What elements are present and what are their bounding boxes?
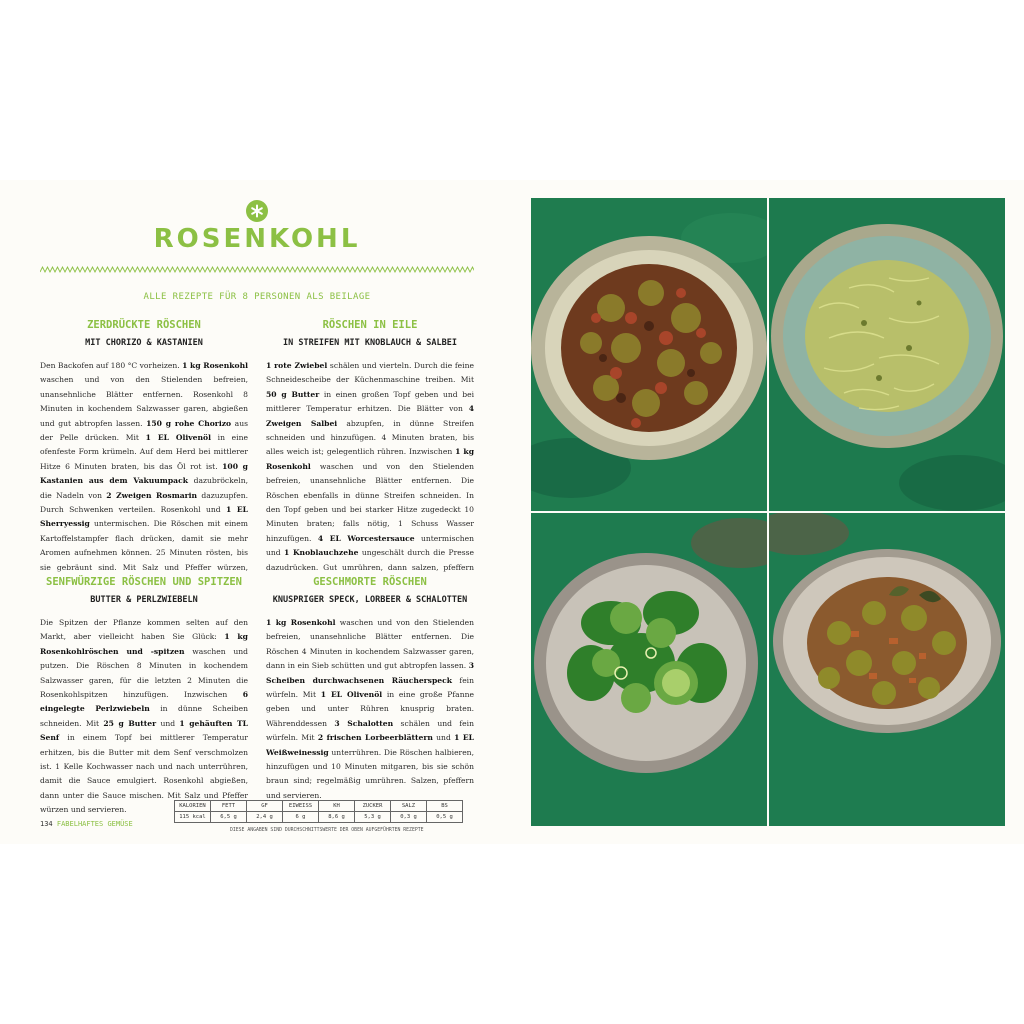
recipe-title: SENFWÜRZIGE RÖSCHEN UND SPITZEN bbox=[46, 576, 242, 588]
ingredient: 150 g rohe Chorizo bbox=[146, 418, 232, 428]
nutrition-header: BS bbox=[427, 801, 463, 812]
recipe-body bbox=[266, 616, 474, 819]
recipe-text: Den Backofen auf 180 °C vorheizen. bbox=[40, 361, 183, 370]
chapter-name: FABELHAFTES GEMÜSE bbox=[56, 820, 133, 828]
ingredient: 1 kg Rosenkohl bbox=[266, 618, 336, 627]
recipe-subtitle: KNUSPRIGER SPECK, LORBEER & SCHALOTTEN bbox=[272, 595, 468, 605]
ingredient: 3 Scheiben durchwachsenen Räucherspeck bbox=[266, 661, 474, 685]
recipe-subtitle: MIT CHORIZO & KASTANIEN bbox=[85, 338, 203, 348]
nutrition-value: 6 g bbox=[283, 812, 319, 823]
ingredient: 25 g Butter bbox=[103, 718, 157, 728]
ingredient: 4 Zweigen Salbei bbox=[266, 404, 474, 428]
recipe-text: schälen und vierteln. Durch die feine Schneidescheibe der Küchenmaschine treiben. Mit bbox=[266, 361, 474, 385]
recipe-subtitle: IN STREIFEN MIT KNOBLAUCH & SALBEI bbox=[283, 338, 457, 348]
recipe-title: ZERDRÜCKTE RÖSCHEN bbox=[87, 319, 201, 331]
ingredient: 1 EL Sherryessig bbox=[40, 505, 248, 529]
nutrition-note: DIESE ANGABEN SIND DURCHSCHNITTSWERTE DER OBEN AUFGEFÜHRTEN REZEPTE bbox=[230, 828, 424, 833]
ingredient: 1 gehäuften TL Senf bbox=[40, 718, 248, 743]
page-number: 134 bbox=[40, 820, 53, 828]
recipe-text: dazuzupfen. Durch Schwenken verteilen. Rosenkohl und bbox=[40, 490, 248, 515]
nutrition-header: KH bbox=[319, 801, 355, 812]
photo-geschmorte-roeschen bbox=[769, 513, 1005, 826]
page-footer bbox=[40, 820, 133, 828]
ingredient: 50 g Butter bbox=[266, 389, 320, 399]
recipe-text: ungeschält durch die Presse dazudrücken. Gut umrühren, dann salzen, pfeffern bbox=[266, 548, 474, 572]
nutrition-value: 0,5 g bbox=[427, 812, 463, 823]
nutrition-table bbox=[174, 800, 463, 823]
nutrition-header: EIWEISS bbox=[283, 801, 319, 812]
ingredient: 1 EL Olivenöl bbox=[320, 690, 383, 700]
ingredient: 6 eingelegte Perlzwiebeln bbox=[40, 690, 248, 714]
nutrition-value: 0,3 g bbox=[391, 812, 427, 823]
ingredient: 1 kg Rosenkohl bbox=[182, 361, 248, 370]
recipe-body bbox=[266, 359, 474, 577]
book-spread bbox=[0, 180, 1024, 844]
recipe-body bbox=[40, 616, 248, 819]
recipe-1 bbox=[40, 319, 248, 577]
recipe-body bbox=[40, 359, 248, 577]
recipe-text: abzupfen, in dünne Streifen schneiden und hinzufügen. 4 Minuten braten, bis alles weich ist; gelegentlich rühren. Inzwischen bbox=[266, 418, 474, 457]
recipe-text: schälen und fein würfeln. Mit bbox=[266, 718, 474, 743]
nutrition-value: 2,4 g bbox=[247, 812, 283, 823]
recipe-2 bbox=[266, 319, 474, 577]
photo-senfwuerzige-roeschen bbox=[531, 513, 767, 826]
left-page bbox=[40, 180, 480, 844]
ingredient: 1 EL Olivenöl bbox=[145, 433, 211, 443]
nutrition-header-row bbox=[175, 801, 463, 812]
recipe-text: und bbox=[432, 733, 455, 743]
ingredient: 4 EL Worcestersauce bbox=[317, 533, 415, 543]
recipe-text: waschen und von den Stielenden befreien, unansehnliche Blätter entfernen. Rosenkohl 8 Minuten in kochendem Salzwasser garen, abgießen und gut abtropfen lassen. bbox=[40, 375, 248, 428]
page-subtitle: ALLE REZEPTE FÜR 8 PERSONEN ALS BEILAGE bbox=[143, 292, 371, 302]
page-title: ROSENKOHL bbox=[153, 224, 361, 254]
ingredient: 1 rote Zwiebel bbox=[266, 361, 328, 370]
recipe-3 bbox=[40, 576, 248, 819]
ingredient: 3 Schalotten bbox=[334, 718, 394, 728]
recipe-title: GESCHMORTE RÖSCHEN bbox=[313, 576, 427, 588]
nutrition-header: KALORIEN bbox=[175, 801, 211, 812]
recipe-text: aus der Pelle drücken. Mit bbox=[40, 418, 248, 443]
ingredient: 2 frischen Lorbeerblättern bbox=[317, 733, 433, 743]
recipe-text: in einem Topf bei mittlerer Temperatur erhitzen, bis die Butter mit dem Senf verschmolzen ist. 1 Kelle Kochwasser nach und nach unterrühren, damit die Sauce emulgiert. Rosenkohl abgießen, dann unter die Sauce mischen. Mit Salz und Pfeffer würzen und servieren. bbox=[40, 733, 248, 815]
ingredient: 2 Zweigen Rosmarin bbox=[106, 490, 198, 500]
nutrition-value: 6,5 g bbox=[211, 812, 247, 823]
recipe-subtitle: BUTTER & PERLZWIEBELN bbox=[90, 595, 198, 605]
recipe-title: RÖSCHEN IN EILE bbox=[322, 319, 418, 331]
zigzag-divider bbox=[40, 266, 474, 274]
photo-roeschen-in-eile bbox=[769, 198, 1005, 511]
nutrition-header: FETT bbox=[211, 801, 247, 812]
nutrition-header: SALZ bbox=[391, 801, 427, 812]
ingredient: 1 Knoblauchzehe bbox=[284, 548, 359, 558]
recipe-text: in eine ofenfeste Form krümeln. Auf dem Herd bei mittlerer Hitze 6 Minuten braten, bis das Öl rot ist. bbox=[40, 433, 248, 471]
recipe-text: untermischen. Die Röschen mit einem Kartoffelstampfer flach drücken, damit sie mehr Aromen aufnehmen können. 25 Minuten rösten, bis sie gebräunt sind. Mit Salz und Pfeffer würzen, bbox=[40, 519, 248, 572]
ingredient: 1 EL Weißweinessig bbox=[266, 733, 474, 757]
asterisk-icon bbox=[246, 200, 268, 222]
recipe-text: waschen und putzen. Die Röschen 8 Minuten in kochendem Salzwasser garen, für die letzten 2 Minuten die Rosenkohlspitzen hinzufügen. Inzwischen bbox=[40, 646, 248, 700]
recipe-text: untermischen und bbox=[266, 533, 474, 558]
ingredient: 100 g Kastanien aus dem Vakuumpack bbox=[40, 461, 248, 486]
recipe-text: und bbox=[156, 718, 180, 728]
recipe-text: Die Spitzen der Pflanze kommen selten auf den Markt, aber vielleicht haben Sie Glück: bbox=[40, 618, 248, 642]
recipe-text: dazubröckeln, die Nadeln von bbox=[40, 476, 248, 500]
recipe-text: waschen und von den Stielenden befreien, unansehnliche Blätter entfernen. Die Röschen 4 Minuten in kochendem Salzwasser garen, dann in ein Sieb schütten und gut abtropfen lassen. bbox=[266, 618, 474, 671]
recipe-text: in eine große Pfanne geben und unter Rühren knusprig braten. Währenddessen bbox=[266, 690, 474, 728]
recipe-text: in dünne Scheiben schneiden. Mit bbox=[40, 704, 248, 728]
ingredient: 1 kg Rosenkohl bbox=[266, 447, 474, 471]
nutrition-value: 115 kcal bbox=[175, 812, 211, 823]
nutrition-value: 5,3 g bbox=[355, 812, 391, 823]
recipe-text: unterrühren. Die Röschen halbieren, hinzufügen und 10 Minuten mitgaren, bis sie schön braun sind; regelmäßig umrühren. Salzen, pfeffern und servieren. bbox=[266, 747, 474, 800]
nutrition-header: ZUCKER bbox=[355, 801, 391, 812]
recipe-text: waschen und von den Stielenden befreien, unansehnliche Blätter entfernen. Die Röschen ebenfalls in dünne Streifen schneiden. In den Topf geben und bei starker Hitze zugedeckt 10 Minuten braten; falls nötig, 1 Schuss Wasser hinzufügen. bbox=[266, 461, 474, 543]
recipe-text: in einen großen Topf geben und bei mittlerer Temperatur erhitzen. Die Blätter von bbox=[266, 389, 474, 414]
photo-zerdrueckte-roeschen bbox=[531, 198, 767, 511]
recipe-4 bbox=[266, 576, 474, 819]
nutrition-value-row bbox=[175, 812, 463, 823]
nutrition-value: 8,6 g bbox=[319, 812, 355, 823]
ingredient: 1 kg Rosenkohlröschen und -spitzen bbox=[40, 632, 248, 656]
recipe-text: fein würfeln. Mit bbox=[266, 675, 474, 700]
nutrition-header: GF bbox=[247, 801, 283, 812]
